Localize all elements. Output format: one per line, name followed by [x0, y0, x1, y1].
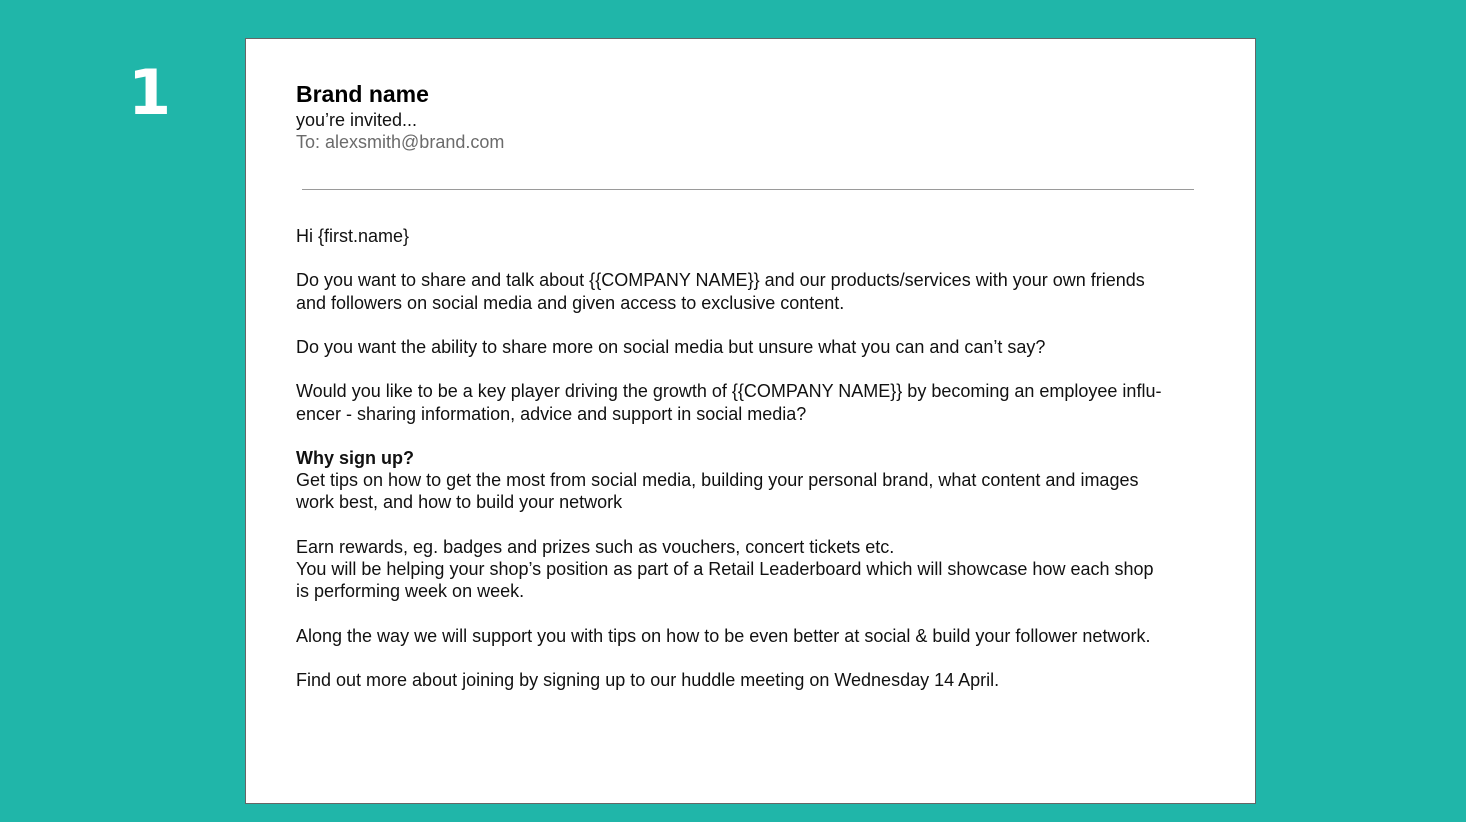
paragraph-key-player [296, 380, 1196, 424]
paragraph-share [296, 269, 1196, 313]
paragraph-share-line-1: Do you want to share and talk about {{COMPANY NAME}} and our products/services with your own friends [296, 270, 1145, 291]
paragraph-tips [296, 469, 1196, 513]
email-recipient: To: alexsmith@brand.com [296, 132, 505, 152]
paragraph-leaderboard-line-2: is performing week on week. [296, 581, 525, 602]
paragraph-tips-line-1: Get tips on how to get the most from social media, building your personal brand, what content and images [296, 470, 1139, 491]
paragraph-ability: Do you want the ability to share more on social media but unsure what you can and can’t say? [296, 336, 1046, 357]
greeting: Hi {first.name} [296, 226, 410, 246]
paragraph-leaderboard [296, 558, 1196, 602]
header-divider [302, 189, 1194, 190]
why-sign-up-heading: Why sign up? [296, 447, 414, 468]
email-subject: you’re invited... [296, 110, 418, 130]
slide-number: 1 [128, 56, 172, 129]
paragraph-rewards: Earn rewards, eg. badges and prizes such as vouchers, concert tickets etc. [296, 536, 895, 557]
email-header [296, 80, 1196, 153]
paragraph-support: Along the way we will support you with tips on how to be even better at social & build your follower network. [296, 625, 1151, 646]
paragraph-key-player-line-1: Would you like to be a key player driving the growth of {{COMPANY NAME}} by becoming an employee influ- [296, 381, 1162, 402]
paragraph-share-line-2: and followers on social media and given access to exclusive content. [296, 292, 845, 313]
email-card [245, 38, 1256, 804]
paragraph-key-player-line-2: encer - sharing information, advice and support in social media? [296, 403, 807, 424]
brand-name: Brand name [296, 81, 429, 107]
paragraph-tips-line-2: work best, and how to build your network [296, 492, 623, 513]
paragraph-find-out-more: Find out more about joining by signing up to our huddle meeting on Wednesday 14 April. [296, 669, 1000, 690]
paragraph-leaderboard-line-1: You will be helping your shop’s position as part of a Retail Leaderboard which will showcase how each shop [296, 558, 1154, 579]
email-body [296, 225, 1196, 713]
